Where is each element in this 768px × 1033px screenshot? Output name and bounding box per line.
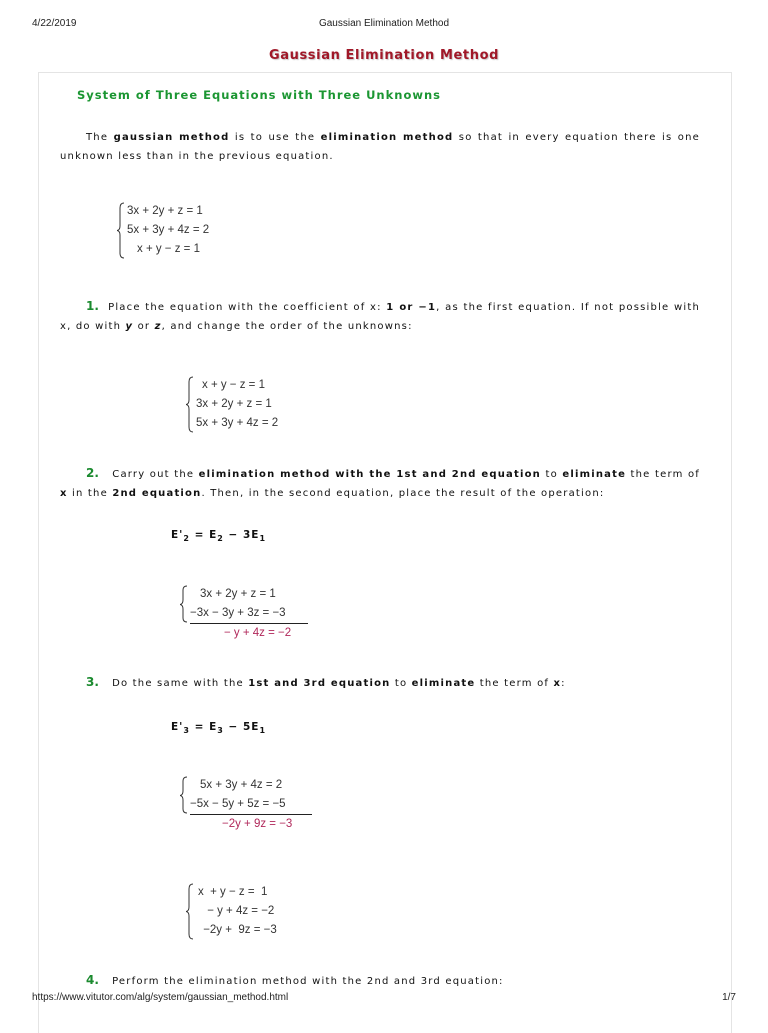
step-3-paragraph: 3. Do the same with the 1st and 3rd equation to eliminate the term of x: bbox=[86, 675, 566, 689]
equation-2: − y + 4z = −2 bbox=[204, 905, 275, 917]
calc-row-2: −3x − 3y + 3z = −3 bbox=[190, 607, 286, 619]
page-number: 1/7 bbox=[722, 992, 736, 1003]
page-url: https://www.vitutor.com/alg/system/gaussian_method.html bbox=[32, 992, 289, 1003]
step-number: 2. bbox=[86, 466, 99, 480]
left-brace-icon bbox=[117, 202, 125, 259]
calc-row-2: −5x − 5y + 5z = −5 bbox=[190, 798, 286, 810]
calculation-step-2 bbox=[190, 585, 308, 643]
equation-2: 3x + 2y + z = 1 bbox=[196, 398, 272, 410]
calc-result: −2y + 9z = −3 bbox=[222, 818, 293, 830]
calc-row-1: 3x + 2y + z = 1 bbox=[200, 588, 276, 600]
print-footer bbox=[32, 992, 736, 1006]
step-1-paragraph: 1. Place the equation with the coefficient of x: 1 or −1, as the first equation. If not possible with x, do with y or z, and change the order of the unknowns: bbox=[60, 299, 700, 332]
equation-2: 5x + 3y + 4z = 2 bbox=[127, 224, 210, 236]
calc-result: − y + 4z = −2 bbox=[224, 627, 292, 639]
left-brace-icon bbox=[180, 585, 188, 623]
step-number: 1. bbox=[86, 299, 99, 313]
print-title: Gaussian Elimination Method bbox=[318, 18, 450, 29]
left-brace-icon bbox=[186, 883, 194, 940]
equation-3: x + y − z = 1 bbox=[137, 243, 200, 255]
page-title: Gaussian Elimination Method bbox=[268, 48, 500, 63]
equation-1: x + y − z = 1 bbox=[198, 886, 268, 898]
system-step-1 bbox=[196, 376, 278, 433]
intro-paragraph: The gaussian method is to use the elimination method so that in every equation there is one unknown less than in the previous equation. bbox=[60, 132, 700, 162]
equation-3: −2y + 9z = −3 bbox=[200, 924, 277, 936]
section-subtitle: System of Three Equations with Three Unknowns bbox=[77, 88, 442, 102]
calc-row-1: 5x + 3y + 4z = 2 bbox=[200, 779, 283, 791]
calculation-step-3 bbox=[190, 776, 312, 834]
step-number: 4. bbox=[86, 973, 99, 987]
step-2-paragraph: 2. Carry out the elimination method with the 1st and 2nd equation to eliminate the term of x in the 2nd equation. Then, in the second equation, place the result of the operation: bbox=[60, 466, 700, 499]
system-step-3 bbox=[196, 883, 277, 940]
formula-e3: $E'_3 = E_3 - 5E_1$ bbox=[171, 721, 267, 736]
equation-1: x + y − z = 1 bbox=[202, 379, 265, 391]
print-date: 4/22/2019 bbox=[32, 18, 77, 29]
left-brace-icon bbox=[180, 776, 188, 814]
equation-3: 5x + 3y + 4z = 2 bbox=[196, 417, 279, 429]
equation-1: 3x + 2y + z = 1 bbox=[127, 205, 203, 217]
step-number: 3. bbox=[86, 675, 99, 689]
left-brace-icon bbox=[186, 376, 194, 433]
system-initial bbox=[127, 202, 209, 259]
step-4-paragraph: 4. Perform the elimination method with the 2nd and 3rd equation: bbox=[86, 973, 504, 987]
formula-e2: $E'_2 = E_2 - 3E_1$ bbox=[171, 529, 267, 544]
print-header bbox=[32, 18, 736, 32]
